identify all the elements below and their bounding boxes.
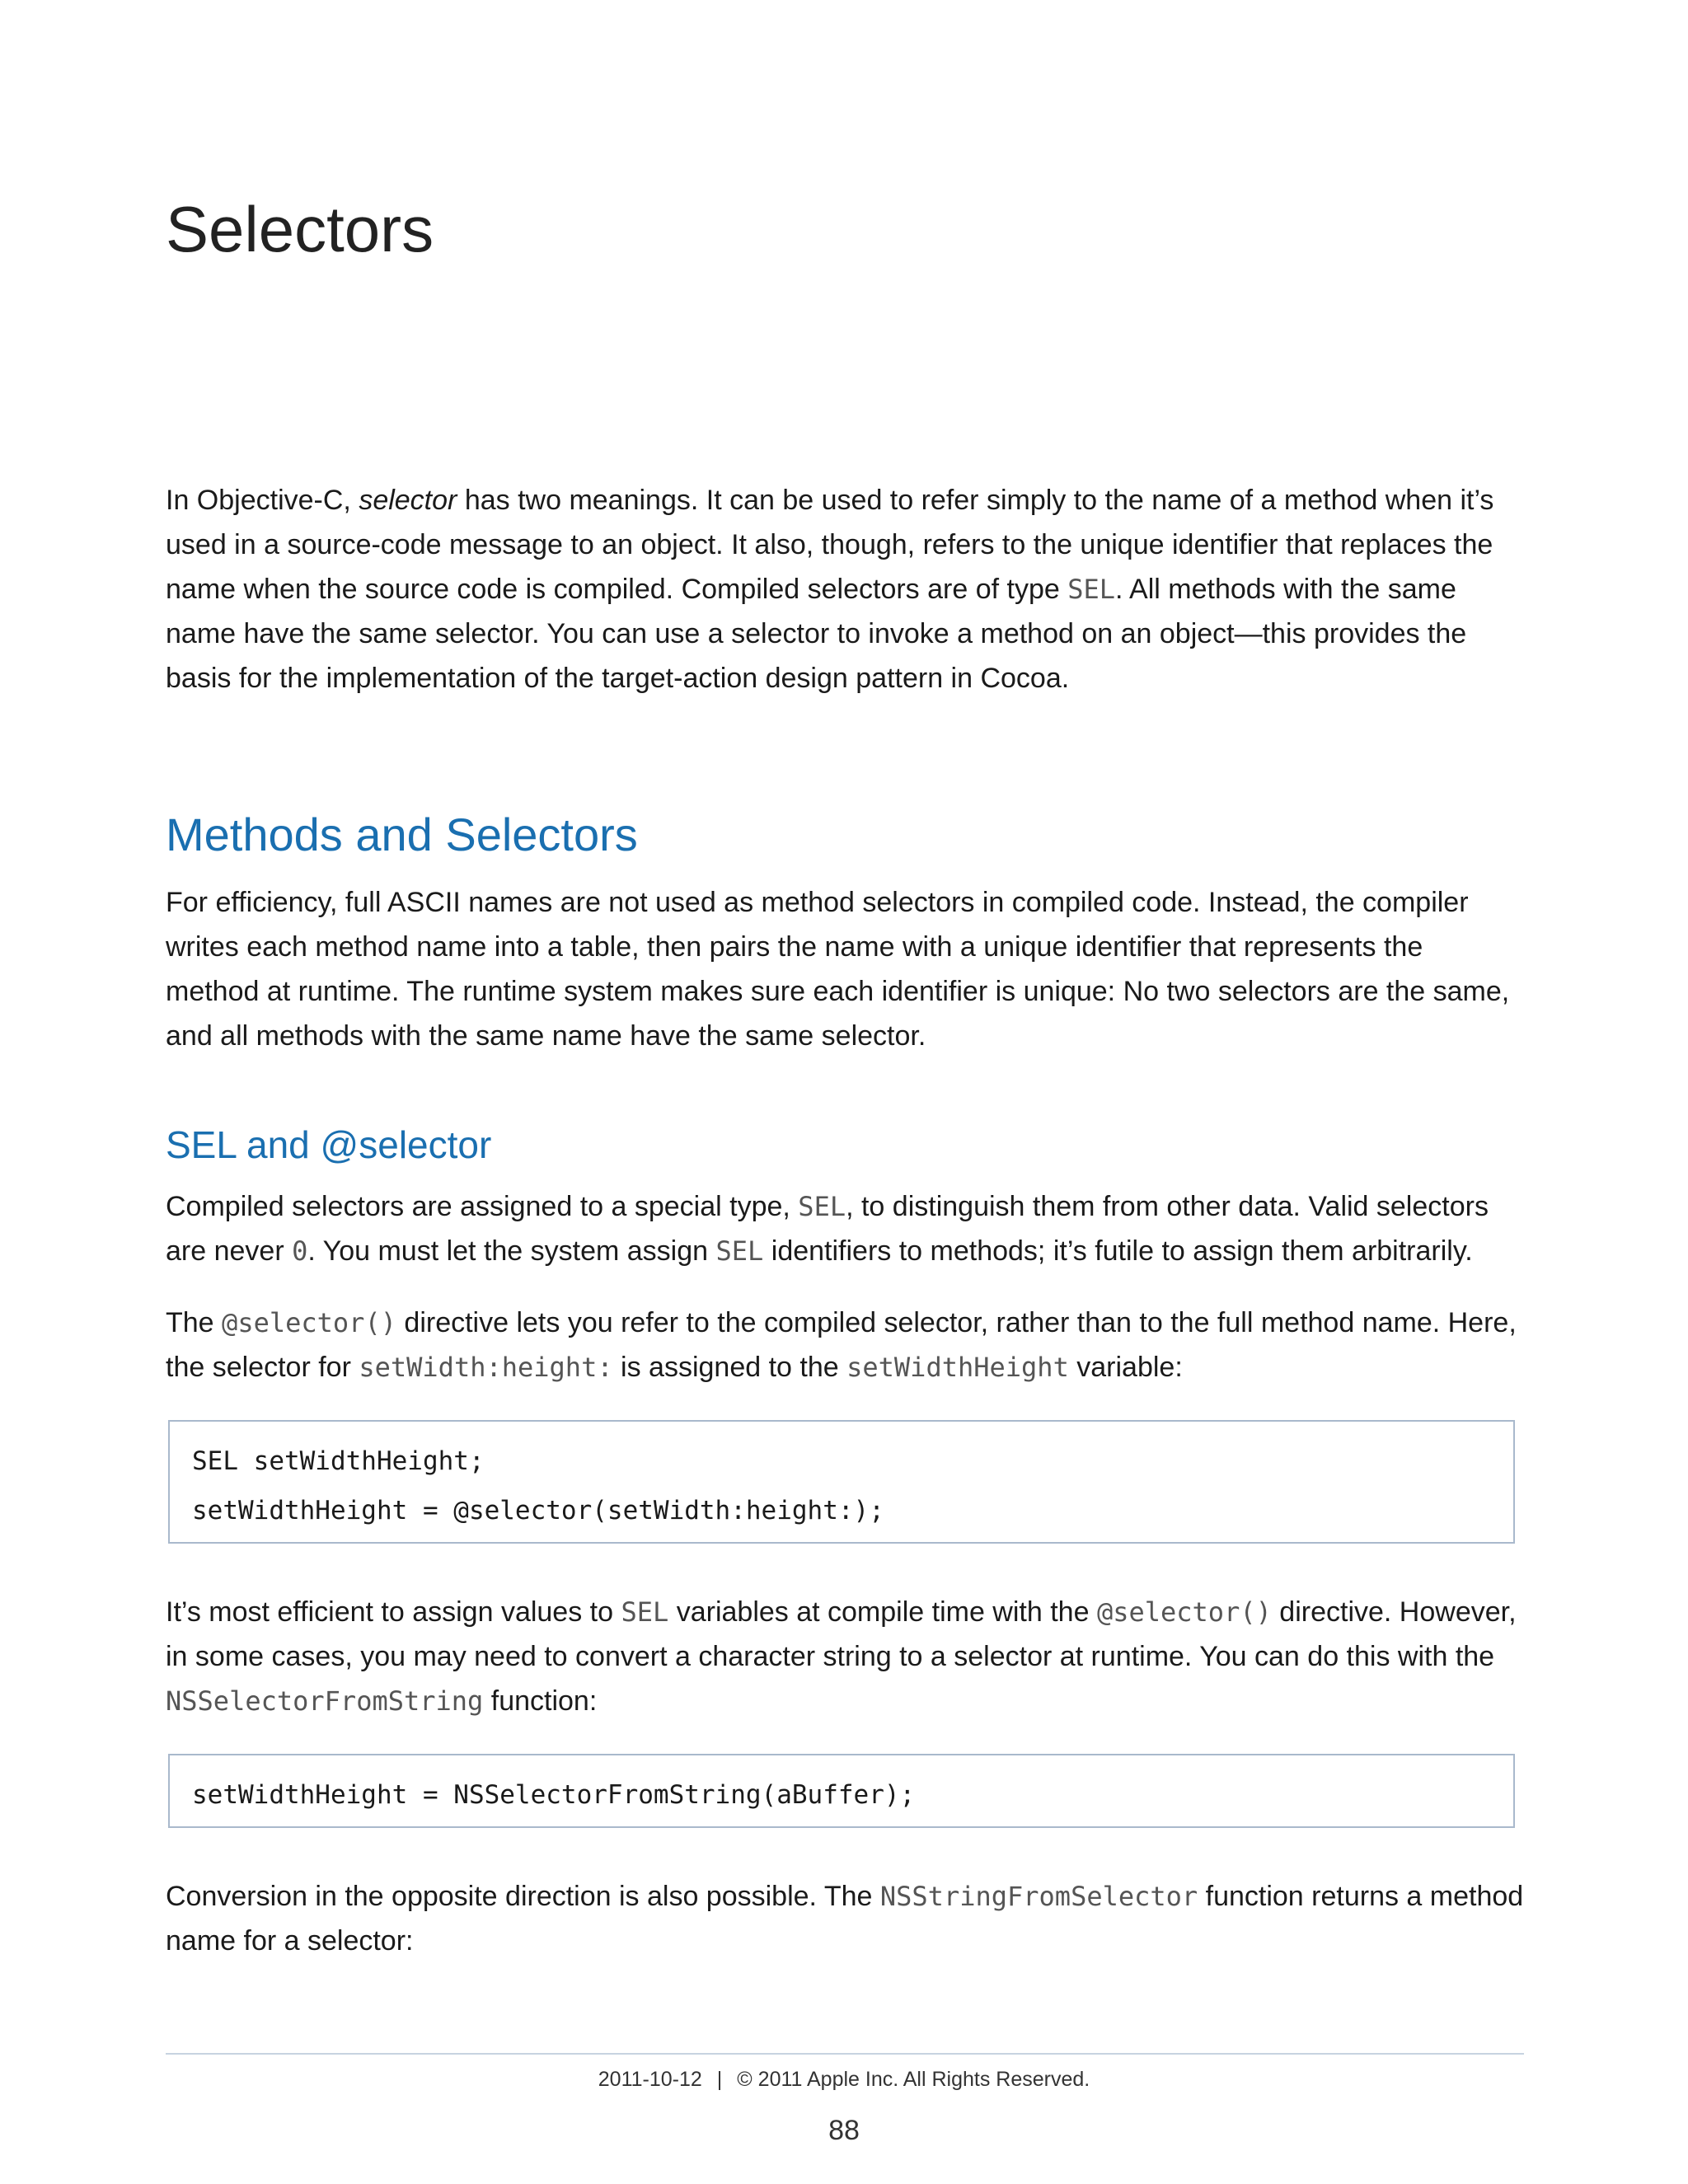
inline-code: SEL <box>715 1235 764 1267</box>
text-run: directive. However, in some cases, you may need to convert a character string to a selector at runtime. You can do this with the <box>166 1596 1517 1672</box>
text-run: The <box>166 1307 223 1338</box>
inline-code: NSStringFromSelector <box>879 1881 1198 1912</box>
text-run: , to distinguish them from other data. Valid selectors are never <box>166 1191 1489 1267</box>
text-run: variable: <box>1068 1352 1183 1383</box>
inline-code: SEL <box>798 1191 846 1222</box>
code-line: setWidthHeight = NSSelectorFromString(aBuffer); <box>192 1780 916 1810</box>
subsection-paragraph-4 <box>166 1874 1524 1963</box>
inline-code: setWidth:height: <box>359 1352 613 1383</box>
text-run: It’s most efficient to assign values to <box>166 1596 621 1628</box>
text-run: Conversion in the opposite direction is also possible. The <box>166 1881 880 1912</box>
inline-code: SEL <box>1067 574 1116 605</box>
intro-paragraph <box>166 478 1524 701</box>
emphasis-selector: selector <box>359 485 457 516</box>
intro-block <box>166 478 1524 701</box>
text-run: directive lets you refer to the compiled selector, rather than to the full method name. Here, the selector for <box>166 1307 1517 1383</box>
subsection-paragraph-4-block <box>166 1874 1524 1963</box>
inline-code: SEL <box>621 1596 669 1628</box>
text-run: function: <box>483 1685 598 1717</box>
code-line: SEL setWidthHeight; <box>192 1446 485 1476</box>
subsection-paragraph-2 <box>166 1301 1524 1390</box>
text-run: variables at compile time with the <box>668 1596 1097 1628</box>
section-body <box>166 880 1524 1058</box>
subsection-paragraph-2-block <box>166 1301 1524 1390</box>
section-heading: Methods and Selectors <box>166 808 638 860</box>
subsection-paragraph-1 <box>166 1184 1524 1273</box>
footer-separator: | <box>716 2068 723 2091</box>
subsection-paragraph-3 <box>166 1590 1524 1723</box>
page-number: 88 <box>828 2115 860 2146</box>
footer-copyright: © 2011 Apple Inc. All Rights Reserved. <box>737 2068 1090 2091</box>
subsection-paragraph-1-block <box>166 1184 1524 1273</box>
code-line: setWidthHeight = @selector(setWidth:height:); <box>192 1496 884 1526</box>
footer-divider <box>166 2053 1524 2055</box>
text-run: has two meanings. It can be used to refer simply to the name of a method when it’s used in a source-code message to an object. It also, though, refers to the unique identifier that replaces the name when the source code is compiled. Compiled selectors are of type <box>166 485 1494 605</box>
section-methods-and-selectors <box>166 809 1524 860</box>
code-listing-1 <box>168 1420 1515 1544</box>
footer-date: 2011-10-12 <box>598 2068 702 2091</box>
text-run: is assigned to the <box>612 1352 847 1383</box>
chapter-title: Selectors <box>166 193 434 265</box>
text-run: . You must let the system assign <box>307 1235 716 1267</box>
text-run: identifiers to methods; it’s futile to assign them arbitrarily. <box>763 1235 1473 1267</box>
subsection-paragraph-3-block <box>166 1590 1524 1723</box>
inline-code: @selector() <box>1096 1596 1272 1628</box>
text-run: In Objective-C, <box>166 485 359 516</box>
subsection-sel-and-selector <box>166 1124 1524 1166</box>
inline-code: NSSelectorFromString <box>166 1685 484 1717</box>
subsection-heading: SEL and @selector <box>166 1123 492 1166</box>
section-paragraph: For efficiency, full ASCII names are not used as method selectors in compiled code. Instead, the compiler writes each method name into a table, then pairs the name with a unique identifier that represents the method at runtime. The runtime system makes sure each identifier is unique: No two selectors are the same, and all methods with the same name have the same selector. <box>166 887 1510 1052</box>
text-run: function returns a method name for a selector: <box>166 1881 1524 1957</box>
inline-code: 0 <box>292 1235 308 1267</box>
text-run: . All methods with the same name have the same selector. You can use a selector to invoke a method on an object—this provides the basis for the implementation of the target-action design pattern in Cocoa. <box>166 574 1467 694</box>
code-listing-2 <box>168 1754 1515 1828</box>
inline-code: setWidthHeight <box>846 1352 1069 1383</box>
footer <box>0 2068 1688 2092</box>
text-run: Compiled selectors are assigned to a special type, <box>166 1191 799 1222</box>
inline-code: @selector() <box>222 1307 396 1338</box>
